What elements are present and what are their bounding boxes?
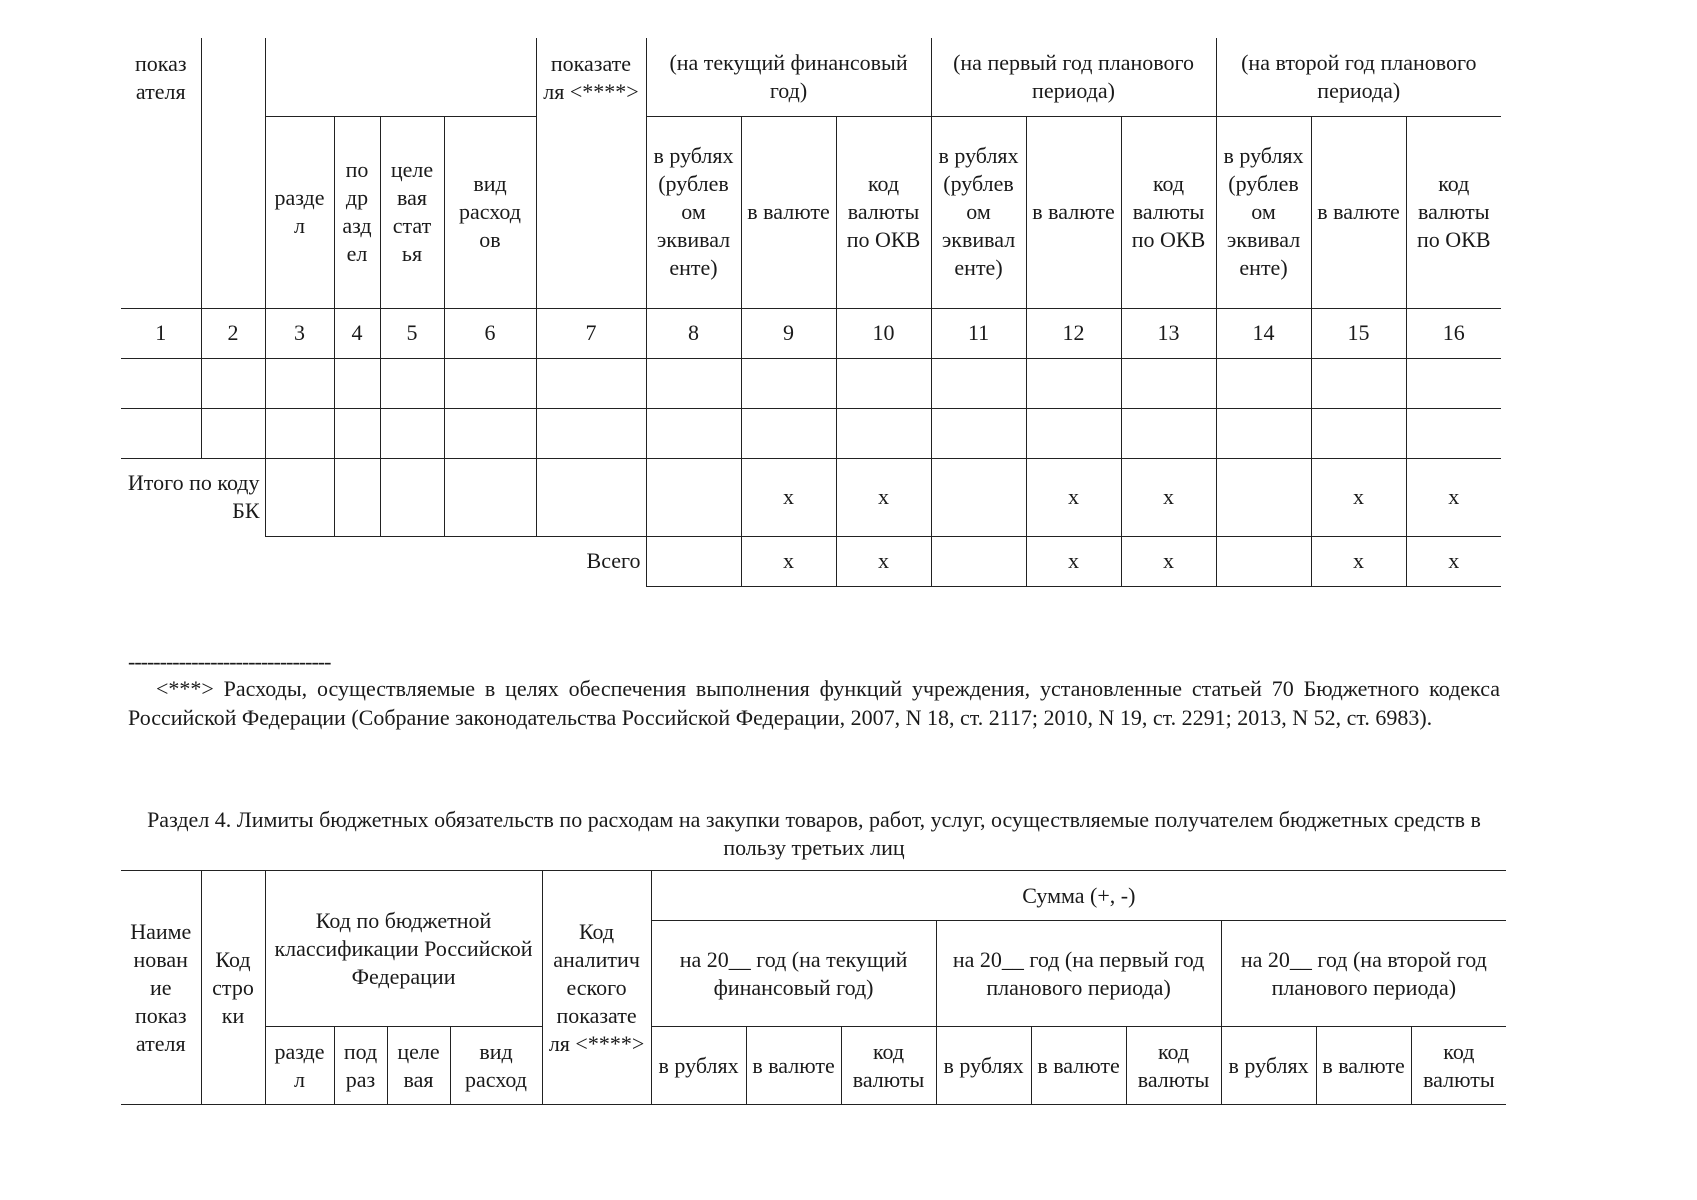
table-cell (1026, 358, 1121, 408)
header-in-val-first: в валюте (1026, 116, 1121, 308)
table-cell (646, 408, 741, 458)
header-razdel: разде л (265, 116, 334, 308)
table-cell (444, 358, 536, 408)
s4-header-in-rub-first: в рублях (936, 1027, 1031, 1105)
header-bk-code (265, 38, 536, 116)
col-number: 5 (380, 308, 444, 358)
table-cell (334, 458, 380, 536)
header-in-rub-first: в рублях (рублев ом эквивал енте) (931, 116, 1026, 308)
table-cell (265, 458, 334, 536)
itogo-label: Итого по коду БК (121, 458, 265, 536)
s4-header-sum: Сумма (+, -) (651, 871, 1506, 921)
col-number: 4 (334, 308, 380, 358)
table-cell (1121, 358, 1216, 408)
table-cell (121, 408, 201, 458)
table-cell (1406, 408, 1501, 458)
footnote-text: <***> Расходы, осуществляемые в целях обеспечения выполнения функций учреждения, установленные статьей 70 Бюджетного кодекса Российской Федерации (Собрание законодательства Российской Федерации, 2007, N 18, ст. 2117; 2010, N 19, ст. 2291; 2013, N 52, ст. 6983). (128, 676, 1500, 730)
x-mark: x (741, 458, 836, 536)
col-number: 14 (1216, 308, 1311, 358)
s4-header-code-val-second: код валюты (1411, 1027, 1506, 1105)
table-cell (931, 458, 1026, 536)
table-cell (334, 408, 380, 458)
table-cell (536, 408, 646, 458)
header-code-okv-second: код валюты по ОКВ (1406, 116, 1501, 308)
table-cell (836, 358, 931, 408)
s4-header-celevaya: целе вая (387, 1027, 450, 1105)
header-celevaya: целе вая стат ья (380, 116, 444, 308)
table-cell (536, 358, 646, 408)
s4-header-year-current: на 20__ год (на текущий финансовый год) (651, 921, 936, 1027)
column-numbers-row (121, 308, 1501, 358)
s4-header-bk-code: Код по бюджетной классификации Российской Федерации (265, 871, 542, 1027)
table-cell (1216, 408, 1311, 458)
table-cell (1311, 358, 1406, 408)
table-cell (334, 358, 380, 408)
table-cell (646, 358, 741, 408)
header-indicator-name: показ ателя (121, 38, 201, 308)
table-cell (201, 408, 265, 458)
header-code-okv-current: код валюты по ОКВ (836, 116, 931, 308)
s4-header-code-val-current: код валюты (841, 1027, 936, 1105)
col-number: 2 (201, 308, 265, 358)
header-row-code (201, 38, 265, 308)
x-mark: x (1026, 458, 1121, 536)
col-number: 8 (646, 308, 741, 358)
x-mark: x (1121, 536, 1216, 586)
col-number: 16 (1406, 308, 1501, 358)
header-in-rub-current: в рублях (рублев ом эквивал енте) (646, 116, 741, 308)
table-cell (265, 408, 334, 458)
header-period-second: (на второй год планового периода) (1216, 38, 1501, 116)
table-cell (931, 536, 1026, 586)
x-mark: x (1026, 536, 1121, 586)
header-in-val-second: в валюте (1311, 116, 1406, 308)
col-number: 10 (836, 308, 931, 358)
s4-header-year-first: на 20__ год (на первый год планового периода) (936, 921, 1221, 1027)
s4-header-in-val-first: в валюте (1031, 1027, 1126, 1105)
table-cell (536, 458, 646, 536)
col-number: 7 (536, 308, 646, 358)
header-in-val-current: в валюте (741, 116, 836, 308)
s4-header-vid: вид расход (450, 1027, 542, 1105)
col-number: 3 (265, 308, 334, 358)
table-cell (1216, 358, 1311, 408)
x-mark: x (1311, 458, 1406, 536)
s4-header-name: Наиме нован ие показ ателя (121, 871, 201, 1105)
table-cell (646, 536, 741, 586)
s4-header-in-rub-second: в рублях (1221, 1027, 1316, 1105)
expenses-table (121, 38, 1501, 587)
table-cell (1121, 408, 1216, 458)
table-cell (1026, 408, 1121, 458)
s4-header-code-row: Код стро ки (201, 871, 265, 1105)
table-cell (836, 408, 931, 458)
x-mark: x (1121, 458, 1216, 536)
table-cell (931, 358, 1026, 408)
table-cell (201, 358, 265, 408)
table-cell (380, 358, 444, 408)
header-podrazdel: по др азд ел (334, 116, 380, 308)
table-cell (1216, 536, 1311, 586)
table-cell (741, 408, 836, 458)
x-mark: x (836, 458, 931, 536)
table-row (121, 408, 1501, 458)
table-cell (444, 408, 536, 458)
footnote-separator: -------------------------------- (128, 649, 331, 674)
s4-header-razdel: разде л (265, 1027, 334, 1105)
col-number: 9 (741, 308, 836, 358)
vsego-label: Всего (121, 536, 646, 586)
col-number: 15 (1311, 308, 1406, 358)
section-4-table (121, 870, 1506, 1105)
vsego-row (121, 536, 1501, 586)
table-cell (444, 458, 536, 536)
x-mark: x (836, 536, 931, 586)
table-cell (931, 408, 1026, 458)
s4-header-in-val-second: в валюте (1316, 1027, 1411, 1105)
table-cell (1406, 358, 1501, 408)
x-mark: x (741, 536, 836, 586)
s4-header-in-val-current: в валюте (746, 1027, 841, 1105)
col-number: 11 (931, 308, 1026, 358)
table-cell (380, 458, 444, 536)
table-cell (265, 358, 334, 408)
header-period-first: (на первый год планового периода) (931, 38, 1216, 116)
table-cell (646, 458, 741, 536)
x-mark: x (1406, 458, 1501, 536)
header-vid: вид расход ов (444, 116, 536, 308)
table-cell (741, 358, 836, 408)
s4-header-year-second: на 20__ год (на второй год планового периода) (1221, 921, 1506, 1027)
col-number: 12 (1026, 308, 1121, 358)
s4-header-analytic: Код аналитич еского показате ля <****> (542, 871, 651, 1105)
header-analytic-code: показате ля <****> (536, 38, 646, 308)
x-mark: x (1311, 536, 1406, 586)
header-code-okv-first: код валюты по ОКВ (1121, 116, 1216, 308)
table-row (121, 358, 1501, 408)
header-in-rub-second: в рублях (рублев ом эквивал енте) (1216, 116, 1311, 308)
x-mark: x (1406, 536, 1501, 586)
col-number: 1 (121, 308, 201, 358)
s4-header-podraz: под раз (334, 1027, 387, 1105)
col-number: 13 (1121, 308, 1216, 358)
itogo-row (121, 458, 1501, 536)
table-cell (1216, 458, 1311, 536)
table-cell (121, 358, 201, 408)
table-cell (380, 408, 444, 458)
table-cell (1311, 408, 1406, 458)
s4-header-code-val-first: код валюты (1126, 1027, 1221, 1105)
s4-header-in-rub-current: в рублях (651, 1027, 746, 1105)
header-period-current: (на текущий финансовый год) (646, 38, 931, 116)
col-number: 6 (444, 308, 536, 358)
section-4-title: Раздел 4. Лимиты бюджетных обязательств по расходам на закупки товаров, работ, услуг, осуществляемые получателем бюджетных средств в пользу третьих лиц (147, 807, 1481, 860)
